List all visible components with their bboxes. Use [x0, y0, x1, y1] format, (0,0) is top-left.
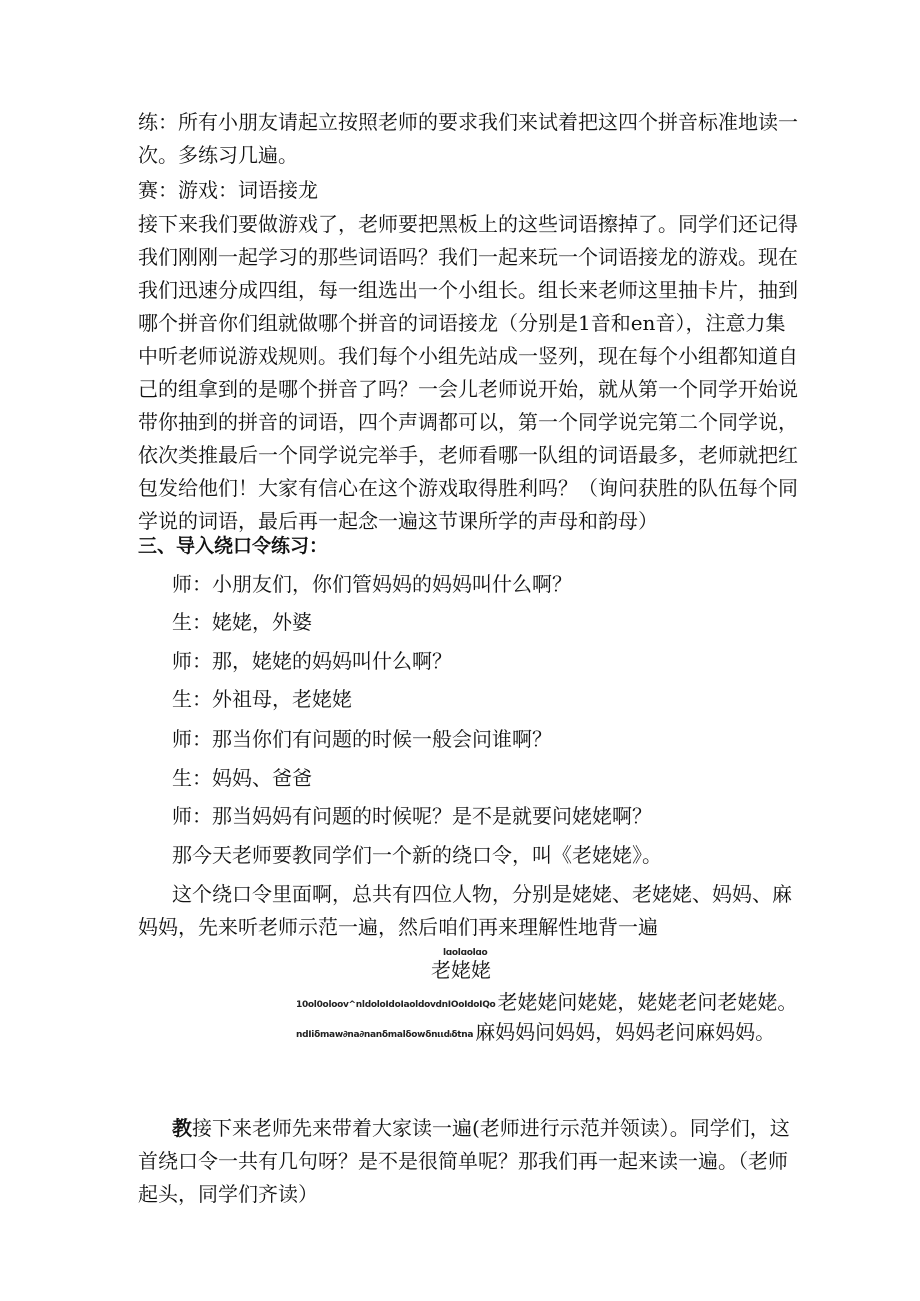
game-rules-paragraph: 接下来我们要做游戏了，老师要把黑板上的这些词语擦掉了。同学们还记得我们刚刚一起学习的那些词语吗？我们一起来玩一个词语接龙的游戏。现在我们迅速分成四组，每一组选出一个小组长。组长来老师这里抽卡片，抽到哪个拼音你们组就做哪个拼音的词语接龙（分别是1音和en音），注意力集中听老师说游戏规则。我们每个小组先站成一竖列，现在每个小组都知道自己的组拿到的是哪个拼音了吗？一会儿老师说开始，就从第一个同学开始说带你抽到的拼音的词语，四个声调都可以，第一个同学说完第二个同学说，依次类推最后一个同学说完举手，老师看哪一队组的词语最多，老师就把红包发给他们！大家有信心在这个游戏取得胜利吗？（询问获胜的队伍每个同学说的词语，最后再一起念一遍这节课所学的声母和韵母）	[138, 212, 798, 533]
poem-title: 老姥姥	[431, 958, 491, 982]
contest-paragraph: 赛：游戏：词语接龙	[138, 178, 318, 202]
poem-line-text: 麻妈妈问妈妈，妈妈老问麻妈妈。	[475, 1020, 776, 1044]
poem-line	[296, 1018, 775, 1049]
dialogue-line: 师：那，姥姥的妈妈叫什么啊？	[172, 649, 452, 673]
section-heading: 三、导入绕口令练习：	[138, 535, 329, 557]
poem-line-pinyin: 10ol0oloov^nldoloIdoIaoldovdnIOoIdoIQo	[296, 1000, 496, 1010]
dialogue-line: 生：姥姥，外婆	[172, 610, 312, 634]
dialogue-line: 师：小朋友们，你们管妈妈的妈妈叫什么啊？	[172, 572, 572, 596]
poem-line	[296, 988, 797, 1019]
poem-line-text: 老姥姥问姥姥，姥姥老问老姥姥。	[497, 990, 798, 1014]
tongue-twister-intro: 这个绕口令里面啊，总共有四位人物，分别是姥姥、老姥姥、妈妈、麻妈妈，先来听老师示范一遍，然后咱们再来理解性地背一遍	[138, 882, 792, 939]
poem-line-pinyin: ndIiδmaw∂na∂nanδmalδowδnιιdᵢδtna	[296, 1030, 474, 1040]
dialogue-line: 师：那当妈妈有问题的时候呢？是不是就要问姥姥啊？	[172, 804, 652, 828]
practice-paragraph: 练：所有小朋友请起立按照老师的要求我们来试着把这四个拼音标准地读一次。多练习几遍。	[138, 110, 798, 167]
teach-label: 教	[172, 1116, 192, 1140]
dialogue-line: 师：那当你们有问题的时候一般会问谁啊？	[172, 727, 552, 751]
dialogue-line: 那今天老师要教同学们一个新的绕口令，叫《老姥姥》。	[172, 843, 662, 867]
teach-text: 接下来老师先来带着大家读一遍(老师进行示范并领读）。同学们，这首绕口令一共有几句呀？是不是很简单呢？那我们再一起来读一遍。（老师起头，同学们齐读）	[138, 1116, 790, 1206]
poem-title-pinyin: lɑolɑolɑo	[443, 948, 488, 958]
dialogue-line: 生：妈妈、爸爸	[172, 766, 312, 790]
dialogue-line: 生：外祖母，老姥姥	[172, 687, 352, 711]
teach-paragraph	[138, 1112, 798, 1211]
